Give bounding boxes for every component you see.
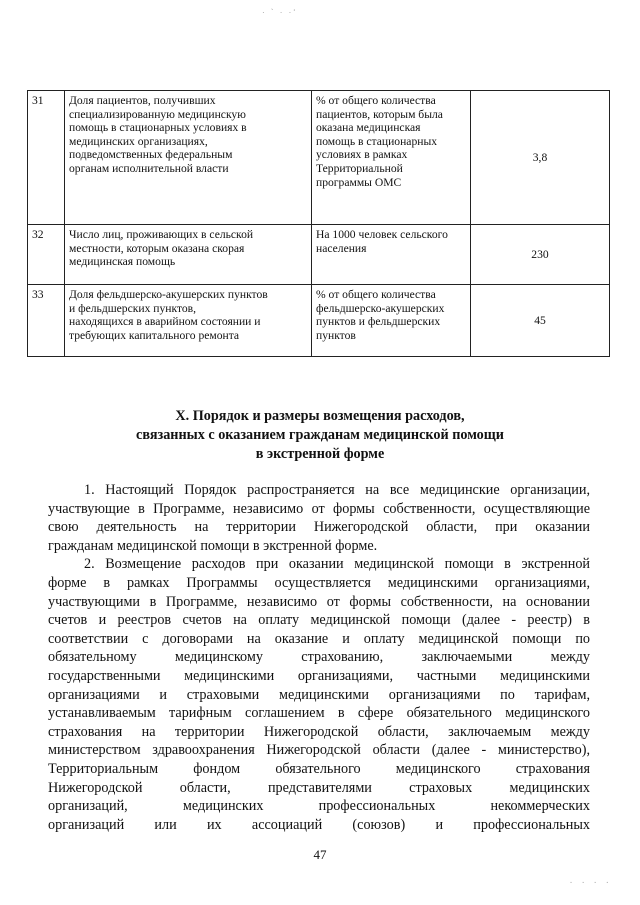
- paragraph-line: Территориальным фондом обязательного медицинского страхования: [48, 760, 590, 777]
- paragraph-line: соответствии с договорами на оказание и оплату медицинской помощи по: [48, 630, 590, 647]
- indicator-unit: [312, 225, 471, 285]
- indicator-name-line: медицинская помощь: [69, 255, 176, 269]
- paragraph-line: устанавливаемым тарифным соглашением в сфере обязательного медицинского: [48, 705, 590, 722]
- indicator-name-line: органам исполнительной власти: [69, 161, 229, 175]
- paragraph-line: счетов и реестров счетов на оплату медицинской помощи (далее - реестр) в: [48, 612, 590, 629]
- indicator-name-line: местности, которым оказана скорая: [69, 241, 245, 255]
- paragraph-line: 2. Возмещение расходов при оказании медицинской помощи в экстренной: [84, 556, 590, 573]
- row-number: 31: [28, 91, 65, 225]
- row-number: 32: [28, 225, 65, 285]
- indicator-name-line: и фельдшерских пунктов,: [69, 301, 197, 315]
- indicator-name-line: Число лиц, проживающих в сельской: [69, 228, 254, 241]
- indicator-unit-line: % от общего количества: [316, 288, 436, 301]
- section-title-line: X. Порядок и размеры возмещения расходов,: [175, 408, 465, 424]
- row-number: 33: [28, 285, 65, 357]
- indicator-unit-line: населения: [316, 241, 367, 255]
- indicator-name-line: находящихся в аварийном состоянии и: [69, 315, 261, 329]
- indicator-unit-line: пациентов, которым была: [316, 107, 443, 121]
- body-text: [48, 481, 590, 834]
- indicator-name-line: подведомственных федеральным: [69, 148, 233, 162]
- indicator-unit-line: пунктов и фельдшерских: [316, 315, 441, 329]
- indicators-table: [27, 90, 610, 357]
- paragraph-line: участвующие в Программе, независимо от формы собственности, осуществляющие: [48, 500, 590, 517]
- paragraph-line: страхования на территории Нижегородской области, заключаемым между: [48, 723, 590, 740]
- paragraph-line: организациями и страховыми медицинскими организациями по тарифам,: [48, 686, 590, 703]
- indicator-unit-line: оказана медицинская: [316, 121, 421, 135]
- indicator-name: [65, 225, 312, 285]
- indicator-unit-line: условиях в рамках: [316, 148, 408, 162]
- indicator-value: 3,8: [471, 91, 610, 225]
- indicator-name: [65, 91, 312, 225]
- paragraph-line: организаций, медицинских профессиональных некоммерческих: [48, 798, 590, 815]
- indicator-unit-line: На 1000 человек сельского: [316, 228, 448, 241]
- paragraph-line: государственными медицинскими организациями, частными медицинскими: [48, 667, 590, 684]
- indicator-value: 230: [471, 225, 610, 285]
- section-title-line: в экстренной форме: [255, 446, 385, 462]
- table-row: [28, 225, 610, 285]
- indicator-name: [65, 285, 312, 357]
- paragraph-line: 1. Настоящий Порядок распространяется на все медицинские организации,: [84, 482, 590, 498]
- paragraph-line: обязательному медицинскому страхованию, заключаемыми между: [48, 649, 590, 666]
- indicator-name-line: Доля фельдшерско-акушерских пунктов: [69, 288, 268, 301]
- paragraph-line: свою деятельность на территории Нижегородской области, при оказании: [48, 519, 590, 536]
- indicator-unit-line: помощь в стационарных: [316, 134, 438, 148]
- indicator-name-line: медицинских организациях,: [69, 134, 208, 148]
- indicator-unit: [312, 91, 471, 225]
- table-row: [28, 91, 610, 225]
- indicator-name-line: Доля пациентов, получивших: [69, 94, 216, 107]
- paragraph-line: гражданам медицинской помощи в экстренной форме.: [48, 537, 378, 554]
- paragraph-line: участвующими в Программе, независимо от формы собственности, на основании: [48, 593, 590, 610]
- indicator-unit-line: программы ОМС: [316, 175, 402, 189]
- section-title-line: связанных с оказанием гражданам медицинской помощи: [136, 427, 504, 443]
- paragraph-line: организаций или их ассоциаций (союзов) и профессиональных: [48, 816, 590, 833]
- section-title: [40, 407, 600, 464]
- indicator-name-line: помощь в стационарных условиях в: [69, 121, 247, 135]
- paragraph-line: Нижегородской области, представителями страховых медицинских: [48, 779, 590, 796]
- scan-artifact: · ` · ·‘: [262, 8, 298, 17]
- paragraph-line: министерством здравоохранения Нижегородской области (далее - министерство),: [48, 742, 590, 759]
- paragraph-line: форме в рамках Программы осуществляется медицинскими организациями,: [48, 574, 590, 591]
- indicator-unit-line: Территориальной: [316, 161, 403, 175]
- indicator-unit-line: фельдшерско-акушерских: [316, 301, 445, 315]
- indicator-unit: [312, 285, 471, 357]
- indicator-unit-line: пунктов: [316, 328, 356, 342]
- page-number: 47: [313, 847, 327, 862]
- indicator-name-line: требующих капитального ремонта: [69, 328, 240, 342]
- table-row: [28, 285, 610, 357]
- scan-artifact: · · · ·: [569, 877, 612, 888]
- indicator-name-line: специализированную медицинскую: [69, 107, 246, 121]
- indicator-unit-line: % от общего количества: [316, 94, 436, 107]
- indicator-value: 45: [471, 285, 610, 357]
